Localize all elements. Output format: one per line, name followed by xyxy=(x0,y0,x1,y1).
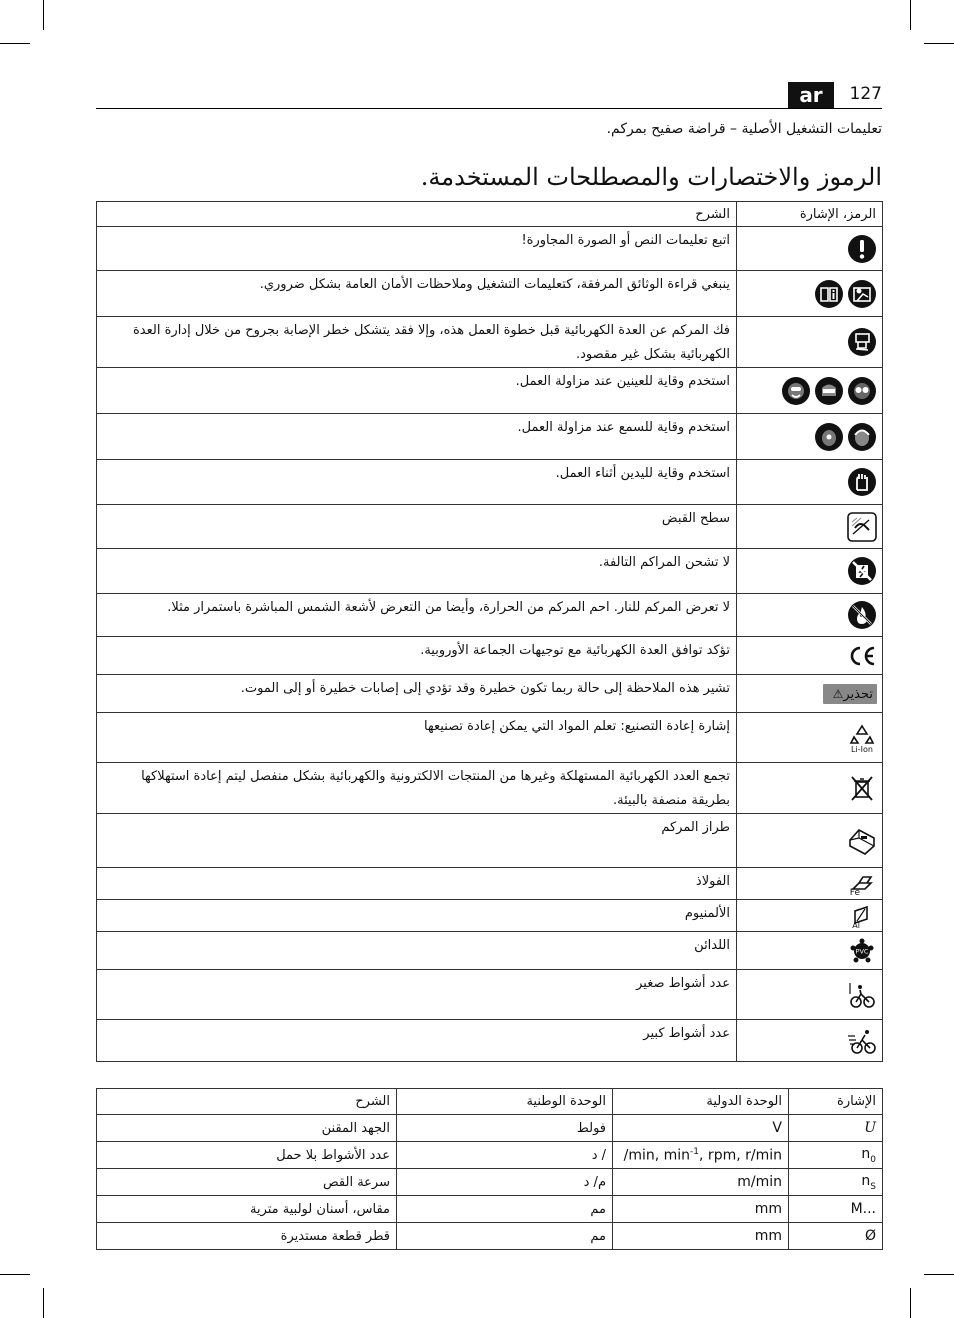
table-row xyxy=(97,763,883,814)
book-icon xyxy=(814,279,844,309)
national-unit-cell: مم xyxy=(397,1223,613,1250)
table-row xyxy=(97,505,883,549)
intl-unit-part: -1 xyxy=(690,1146,700,1157)
symbol-cell xyxy=(737,271,883,317)
crossed-bin-icon xyxy=(847,773,877,803)
svg-text:Al: Al xyxy=(852,920,860,930)
symbol-cell xyxy=(737,675,883,713)
explanation-cell: تجمع العدد الكهربائية المستهلكة وغيرها من المنتجات الالكترونية والكهربائية بشكل منفصل ليتم إعادة استهلاكها بطريقة منصفة بالبيئة. xyxy=(97,763,737,814)
column-header-symbol: الرمز، الإشارة xyxy=(737,202,883,227)
intl-unit-cell xyxy=(613,1169,789,1196)
column-header-national-unit: الوحدة الوطنية xyxy=(397,1089,613,1115)
ce-mark-icon xyxy=(847,641,877,671)
intl-unit: mm xyxy=(754,1228,782,1244)
table-row xyxy=(97,549,883,594)
national-unit-cell: / د xyxy=(397,1142,613,1169)
language-badge: ar xyxy=(788,82,834,108)
explanation-cell: تؤكد توافق العدة الكهربائية مع توجيهات الجماعة الأوروبية. xyxy=(97,637,737,675)
crop-mark xyxy=(43,0,44,30)
symbol-cell xyxy=(737,900,883,932)
small-stroke-icon xyxy=(847,980,877,1010)
unit-symbol: n xyxy=(861,1172,871,1189)
symbol-cell xyxy=(737,549,883,594)
crop-mark xyxy=(910,0,911,30)
explanation-cell: استخدم وقاية لليدين أثناء العمل. xyxy=(97,460,737,505)
explanation-cell: الفولاذ xyxy=(97,868,737,900)
intl-unit-cell xyxy=(613,1223,789,1250)
column-header-symbol: الإشارة xyxy=(789,1089,883,1115)
table-row xyxy=(97,1020,883,1062)
explanation-cell: اتبع تعليمات النص أو الصورة المجاورة! xyxy=(97,227,737,271)
column-header-explanation: الشرح xyxy=(97,202,737,227)
table-row xyxy=(97,900,883,932)
intl-unit-cell xyxy=(613,1115,789,1142)
intl-unit-cell xyxy=(613,1142,789,1169)
symbol-cell xyxy=(737,713,883,763)
unit-explanation-cell: مقاس، أسنان لولبية مترية xyxy=(97,1196,397,1223)
unit-symbol: M... xyxy=(850,1201,876,1217)
column-header-intl-unit: الوحدة الدولية xyxy=(613,1089,789,1115)
mask-icon xyxy=(781,376,811,406)
table-row xyxy=(97,227,883,271)
large-stroke-icon xyxy=(847,1026,877,1056)
table-row xyxy=(97,368,883,414)
unit-symbol: n xyxy=(861,1145,871,1162)
table-row xyxy=(97,1169,883,1196)
explanation-cell: عدد أشواط صغير xyxy=(97,970,737,1020)
table-row xyxy=(97,713,883,763)
unit-explanation-cell: قطر قطعة مستديرة xyxy=(97,1223,397,1250)
unit-symbol-cell xyxy=(789,1196,883,1223)
goggles-icon xyxy=(847,376,877,406)
no-fire-battery-icon xyxy=(847,600,877,630)
unit-symbol: U xyxy=(864,1120,876,1136)
symbol-cell xyxy=(737,460,883,505)
unit-symbol-subscript: 0 xyxy=(870,1154,876,1165)
table-row xyxy=(97,637,883,675)
unit-symbol-subscript: S xyxy=(870,1181,876,1192)
table-row xyxy=(97,271,883,317)
ear-plugs-icon xyxy=(814,422,844,452)
unit-symbol-cell xyxy=(789,1142,883,1169)
unit-explanation-cell: سرعة القص xyxy=(97,1169,397,1196)
svg-text:Fe: Fe xyxy=(849,887,860,898)
explanation-cell: الألمنيوم xyxy=(97,900,737,932)
symbol-cell xyxy=(737,505,883,549)
table-row xyxy=(97,1115,883,1142)
explanation-cell: إشارة إعادة التصنيع: تعلم المواد التي يمكن إعادة تصنيعها xyxy=(97,713,737,763)
symbol-cell xyxy=(737,932,883,970)
table-row xyxy=(97,970,883,1020)
battery-pack-icon xyxy=(847,826,877,856)
document-subtitle: تعليمات التشغيل الأصلية – قراضة صفيح بمركم. xyxy=(606,121,882,137)
unit-symbol: Ø xyxy=(864,1228,876,1244)
recycling-li-ion-icon xyxy=(847,723,877,753)
units-table xyxy=(96,1088,883,1250)
explanation-cell: سطح القبض xyxy=(97,505,737,549)
table-row xyxy=(97,932,883,970)
symbol-cell xyxy=(737,368,883,414)
symbol-cell xyxy=(737,1020,883,1062)
unit-symbol-cell xyxy=(789,1223,883,1250)
steel-icon xyxy=(847,869,877,899)
unit-explanation-cell: الجهد المقنن xyxy=(97,1115,397,1142)
symbol-cell xyxy=(737,317,883,368)
intl-unit-cell xyxy=(613,1196,789,1223)
explanation-cell: تشير هذه الملاحظة إلى حالة ربما تكون خطيرة وقد تؤدي إلى إصابات خطيرة أو إلى الموت. xyxy=(97,675,737,713)
table-row xyxy=(97,868,883,900)
intl-unit: m/min xyxy=(737,1174,782,1190)
intl-unit-part: , rpm, r/min xyxy=(699,1147,782,1164)
crop-mark xyxy=(910,1288,911,1318)
svg-text:Li-Ion: Li-Ion xyxy=(851,744,873,753)
column-header-explanation: الشرح xyxy=(97,1089,397,1115)
crop-mark xyxy=(924,43,954,44)
table-header-row xyxy=(97,1089,883,1115)
table-row xyxy=(97,1223,883,1250)
section-title: الرموز والاختصارات والمصطلحات المستخدمة. xyxy=(420,163,882,191)
explanation-cell: لا تشحن المراكم التالفة. xyxy=(97,549,737,594)
table-row xyxy=(97,414,883,460)
crop-mark xyxy=(43,1288,44,1318)
symbol-cell xyxy=(737,763,883,814)
header-divider xyxy=(96,108,882,109)
intl-unit: mm xyxy=(754,1201,782,1217)
no-charging-damaged-battery-icon xyxy=(847,556,877,586)
crop-mark xyxy=(0,1274,30,1275)
unit-symbol-cell xyxy=(789,1169,883,1196)
crop-mark xyxy=(0,43,30,44)
national-unit-cell: فولط xyxy=(397,1115,613,1142)
symbol-cell xyxy=(737,594,883,637)
table-row xyxy=(97,460,883,505)
warning-badge-label: تحذير xyxy=(843,686,873,702)
remove-battery-icon xyxy=(847,327,877,357)
national-unit-cell: مم xyxy=(397,1196,613,1223)
table-header-row xyxy=(97,202,883,227)
explanation-cell: فك المركم عن العدة الكهربائية قبل خطوة العمل هذه، وإلا فقد يتشكل خطر الإصابة بجروح من خلال إدارة العدة الكهربائية بشكل غير مقصود. xyxy=(97,317,737,368)
svg-text:PVC: PVC xyxy=(855,947,869,955)
symbol-cell xyxy=(737,814,883,868)
explanation-cell: استخدم وقاية للعينين عند مزاولة العمل. xyxy=(97,368,737,414)
explanation-cell: عدد أشواط كبير xyxy=(97,1020,737,1062)
symbol-cell xyxy=(737,414,883,460)
symbol-cell xyxy=(737,637,883,675)
crop-mark xyxy=(924,1274,954,1275)
unit-explanation-cell: عدد الأشواط بلا حمل xyxy=(97,1142,397,1169)
table-row xyxy=(97,317,883,368)
table-row xyxy=(97,594,883,637)
intl-unit-part: /min, min xyxy=(623,1147,691,1164)
unit-symbol-cell xyxy=(789,1115,883,1142)
ear-defenders-icon xyxy=(847,422,877,452)
explanation-cell: ينبغي قراءة الوثائق المرفقة، كتعليمات التشغيل وملاحظات الأمان العامة بشكل ضروري. xyxy=(97,271,737,317)
symbol-cell xyxy=(737,868,883,900)
pvc-icon xyxy=(847,936,877,966)
gloves-icon xyxy=(847,467,877,497)
national-unit-cell: م/ د xyxy=(397,1169,613,1196)
read-manual-icon xyxy=(847,279,877,309)
table-row xyxy=(97,675,883,713)
page-number: 127 xyxy=(849,84,882,104)
explanation-cell: استخدم وقاية للسمع عند مزاولة العمل. xyxy=(97,414,737,460)
warning-badge-icon xyxy=(823,684,877,704)
symbol-cell xyxy=(737,970,883,1020)
gripping-surface-icon xyxy=(847,512,877,542)
table-row xyxy=(97,814,883,868)
table-row xyxy=(97,1196,883,1223)
warning-exclamation-icon xyxy=(847,234,877,264)
symbols-table xyxy=(96,201,883,1062)
face-shield-icon xyxy=(814,376,844,406)
symbol-cell xyxy=(737,227,883,271)
warning-triangle-icon: ⚠ xyxy=(832,687,844,702)
explanation-cell: لا تعرض المركم للنار. احم المركم من الحرارة، وأيضا من التعرض لأشعة الشمس المباشرة باستمرار مثلا. xyxy=(97,594,737,637)
table-row xyxy=(97,1142,883,1169)
aluminium-icon xyxy=(847,901,877,931)
explanation-cell: طراز المركم xyxy=(97,814,737,868)
explanation-cell: اللدائن xyxy=(97,932,737,970)
intl-unit: V xyxy=(772,1120,782,1136)
